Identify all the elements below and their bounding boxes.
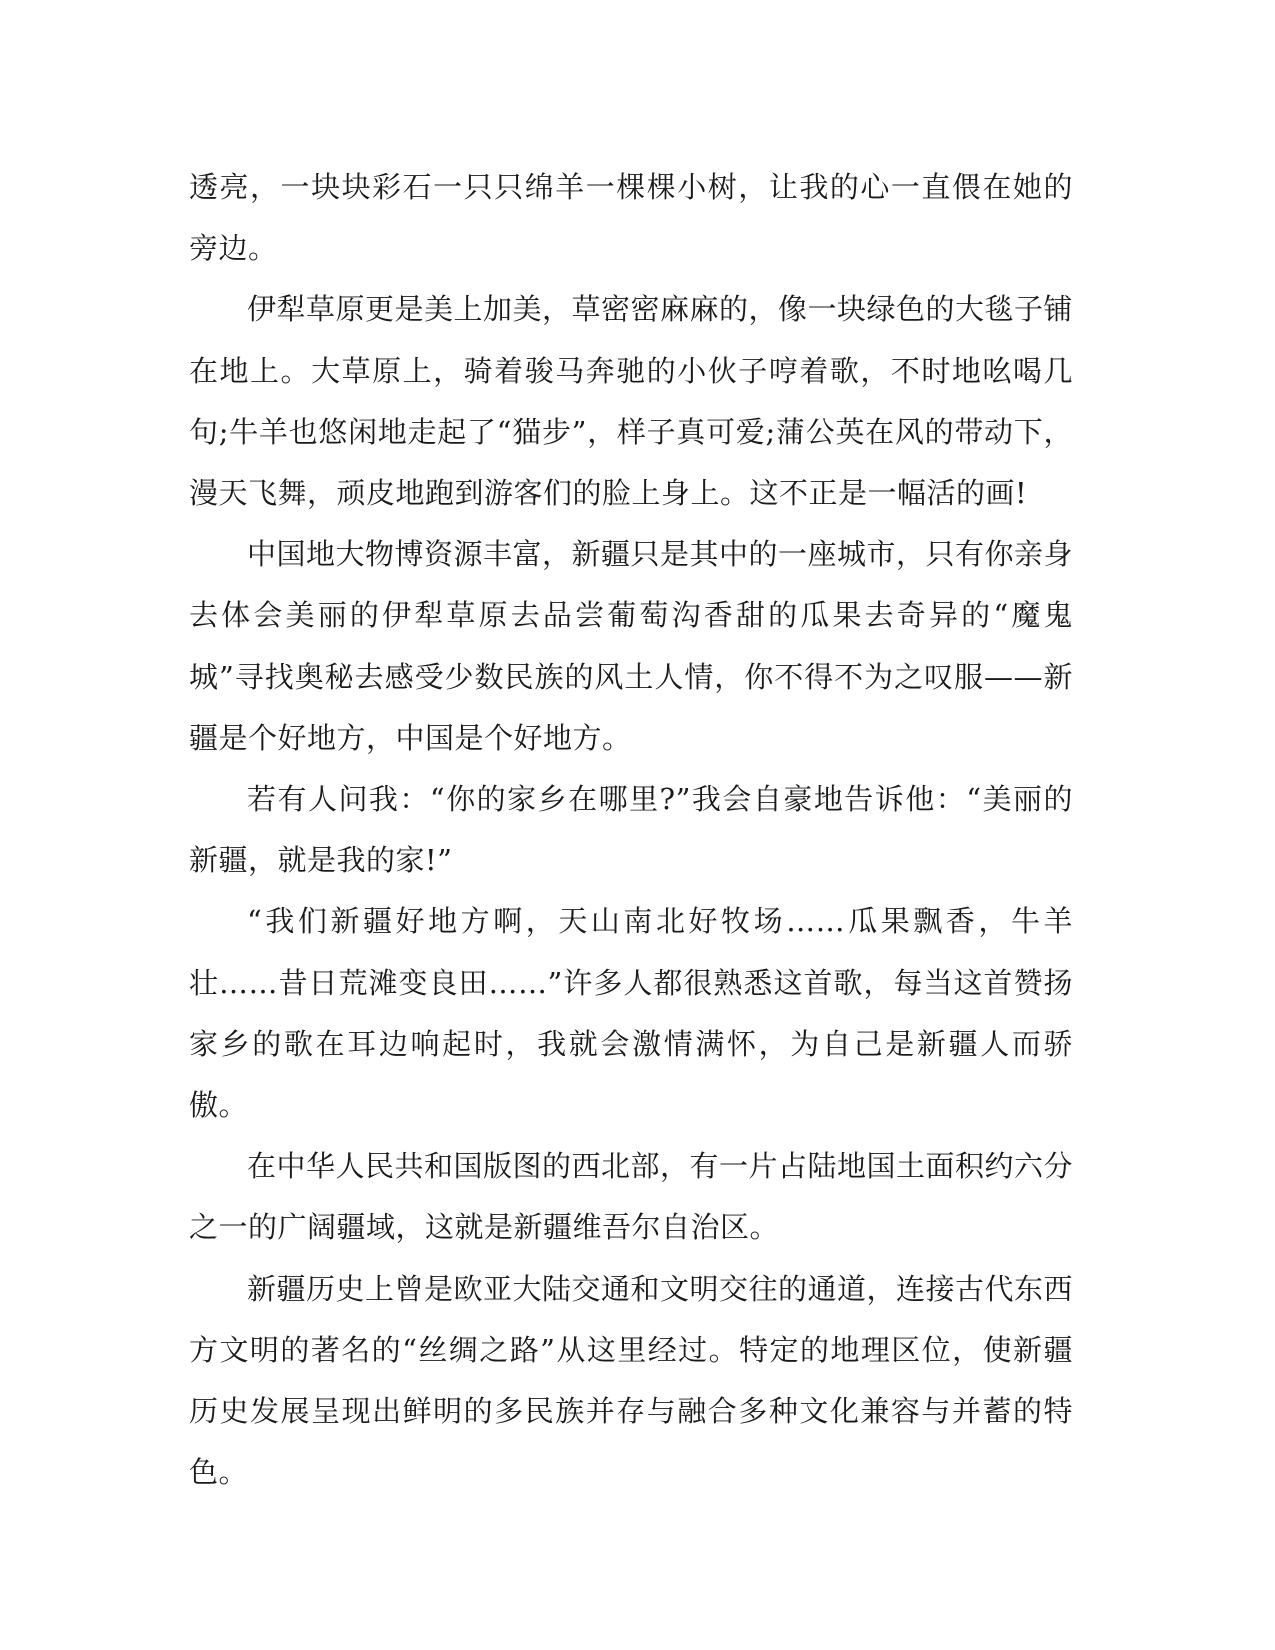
paragraph: 在中华人民共和国版图的西北部，有一片占陆地国土面积约六分之一的广阔疆域，这就是新疆维吾尔自治区。 <box>189 1149 1074 1245</box>
paragraph: 若有人问我：“你的家乡在哪里?”我会自豪地告诉他：“美丽的新疆，就是我的家!” <box>189 782 1073 878</box>
paragraph: 新疆历史上曾是欧亚大陆交通和文明交往的通道，连接古代东西方文明的著名的“丝绸之路”从这里经过。特定的地理区位，使新疆历史发展呈现出鲜明的多民族并存与融合多种文化兼容与并蓄的特色。 <box>189 1271 1074 1490</box>
paragraph: 透亮，一块块彩石一只只绵羊一棵棵小树，让我的心一直偎在她的旁边。 <box>189 170 1073 266</box>
document-body <box>189 157 1073 1503</box>
paragraph: 中国地大物博资源丰富，新疆只是其中的一座城市，只有你亲身去体会美丽的伊犁草原去品尝葡萄沟香甜的瓜果去奇异的“魔鬼城”寻找奥秘去感受少数民族的风土人情，你不得不为之叹服——新疆是个好地方，中国是个好地方。 <box>189 537 1074 755</box>
paragraph: 伊犁草原更是美上加美，草密密麻麻的，像一块绿色的大毯子铺在地上。大草原上，骑着骏马奔驰的小伙子哼着歌，不时地吆喝几句;牛羊也悠闲地走起了“猫步”，样子真可爱;蒲公英在风的带动下，漫天飞舞，顽皮地跑到游客们的脸上身上。这不正是一幅活的画! <box>189 292 1074 511</box>
paragraph: “我们新疆好地方啊，天山南北好牧场……瓜果飘香，牛羊壮……昔日荒滩变良田……”许多人都很熟悉这首歌，每当这首赞扬家乡的歌在耳边响起时，我就会激情满怀，为自己是新疆人而骄傲。 <box>189 904 1073 1123</box>
